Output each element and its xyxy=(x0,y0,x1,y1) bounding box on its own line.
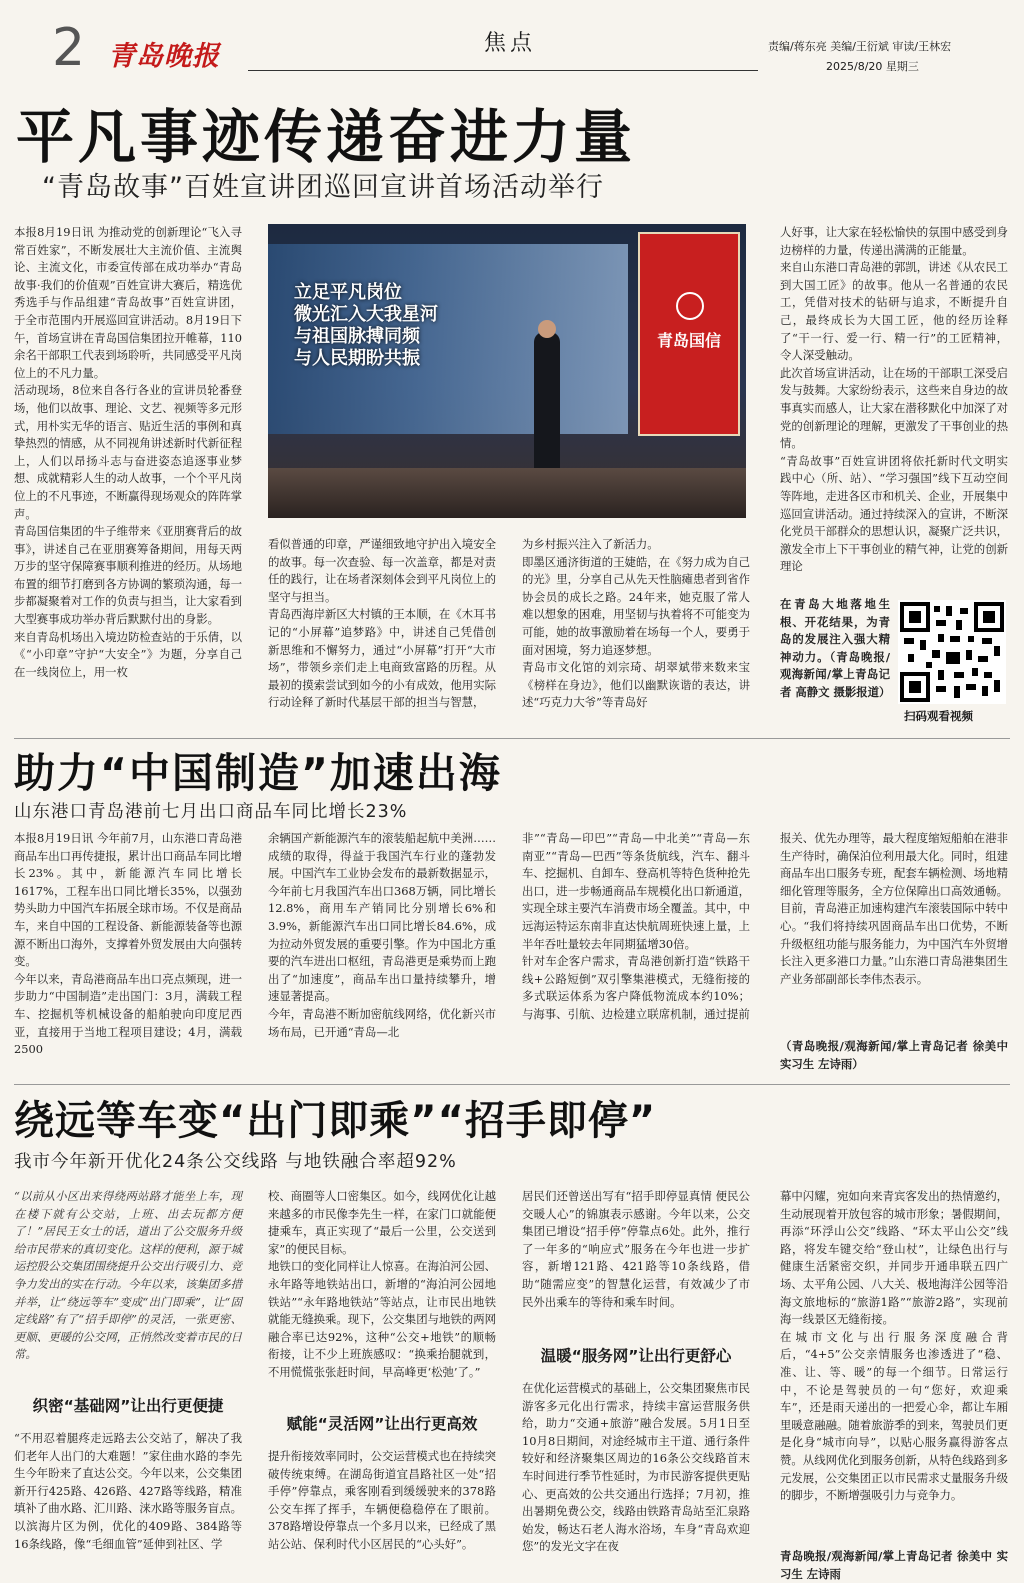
article3-byline: 青岛晚报/观海新闻/掌上青岛记者 徐美中 实习生 左诗雨 xyxy=(780,1549,1008,1581)
screen-line-2: 微光汇入大我星河 xyxy=(294,304,438,325)
section-label: 焦点 xyxy=(483,31,536,56)
article3-col1-subhead: 织密“基础网”让出行更便捷 xyxy=(32,1397,224,1415)
article2-col4: 报关、优先办理等，最大程度缩短船舶在港非生产待时，确保泊位利用最大化。同时，组建商品车出口服务专班，配套车辆检测、场地精细化管理等服务，全方位保障出口高效通畅。目前，青岛港正加速构建汽车滚装国际中转中心。“我们将持续巩固商品车出口优势，不断升级枢纽功能与服务能力，为中国汽车外贸增长注入更多港口力量。”山东港口青岛港集团生产业务部副部长李伟杰表示。 xyxy=(780,831,1008,986)
masthead-rule xyxy=(248,70,758,71)
article3-col1a: “以前从小区出来得绕两站路才能坐上车，现在楼下就有公交站，上班、出去玩都方便了！”居民王女士的话，道出了公交服务升级给市民带来的真切变化。这样的便利，源于城运控股公交集团围绕提升公交出行吸引力、竞争力发出的实在行动。今年以来，该集团多措并举，让“绕远等车”变成“出门即乘”，让“固定线路”有了“招手即停”的灵活，一张更密、更顺、更暖的公交网，正悄然改变着市民的日常。 xyxy=(14,1189,242,1362)
photo-stage xyxy=(268,468,746,518)
article1-bottom-rule xyxy=(14,738,1010,739)
page-number: 2 xyxy=(52,18,86,78)
article1-headline: 平凡事迹传递奋进力量 xyxy=(16,103,637,171)
article2-byline: （青岛晚报/观海新闻/掌上青岛记者 徐美中 实习生 左诗雨） xyxy=(780,1039,1008,1071)
article1-col1: 本报8月19日讯 为推动党的创新理论“飞入寻常百姓家”，不断发展壮大主流价值、主流舆论、主流文化，市委宣传部在成功举办“青岛故事·我们的价值观”百姓宣讲大赛后，精选优秀选手与作品组建“青岛故事”百姓宣讲团，于全市范围内开展巡回宣讲活动。8月19日下午，首场宣讲在青岛国信集团拉开帷幕，110余名干部职工代表到场聆听，共同感受平凡岗位上的不凡力量。 活动现场，8位来自各行各业的宣讲员轮番登场，他们以故事、理论、文艺、视频等多元形式，用朴实无华的语言、贴近生活的事例和真挚热烈的情感，从不同视角讲述新时代新征程上，人们以昂扬斗志与奋进姿态追逐事业梦想、成就精彩人生的动人故事，一个个平凡岗位上的不凡事迹，不断赢得现场观众的阵阵掌声。 青岛国信集团的牛子维带来《亚朋赛背后的故事》，讲述自己在亚朋赛筹备期间，用每天两万步的坚守保障赛事顺利推进的经历。从场地布置的细节打磨到各方协调的繁琐沟通，每一步都凝聚着对工作的负责与担当，让大家看到大型赛事成功举办背后默默付出的身影。 来自青岛机场出入境边防检查站的于乐倩，以《“小印章”守护“大安全”》为题，分享自己在一线岗位上，用一枚 xyxy=(14,225,242,679)
photo-logo-text: 青岛国信 xyxy=(656,331,721,350)
issue-date: 2025/8/20 星期三 xyxy=(826,60,919,73)
screen-line-4: 与人民期盼共振 xyxy=(294,348,420,369)
article1-col4a: 人好事，让大家在轻松愉快的氛围中感受到身边榜样的力量，传递出满满的正能量。 来自山东港口青岛港的郭凯，讲述《从农民工到大国工匠》的故事。他从一名普通的农民工，凭借对技术的钻研与追求，不断提升自己，最终成长为大国工匠，他的经历诠释了“干一行、爱一行、精一行”的工匠精神，令人深受触动。 此次首场宣讲活动，让在场的干部职工深受启发与鼓舞。大家纷纷表示，这些来自身边的故事真实而感人，让大家在潜移默化中加深了对党的创新理论的理解，更激发了干事创业的热情。 “青岛故事”百姓宣讲团将依托新时代文明实践中心（所、站）、“学习强国”线下互动空间等阵地，走进各区市和机关、企业，开展集中巡回宣讲活动。通过持续深入的宣讲，不断深化党员干部群众的思想认识，凝聚广泛共识，激发全市上下干事创业的精气神，让党的创新理论 xyxy=(780,225,1008,574)
article2-headline: 助力“中国制造”加速出海 xyxy=(14,749,502,797)
article3-col3a: 居民们还曾送出写有“招手即停显真情 便民公交暖人心”的锦旗表示感谢。今年以来，公交集团已增设“招手停”停靠点6处。此外，推行了一年多的“响应式”服务在今年也进一步扩容，新增121路、421路等10条线路，借助“随需应变”的智慧化运营，有效减少了市民外出乘车的等待和乘车时间。 xyxy=(522,1189,750,1309)
article3-col2a: 校、商圈等人口密集区。如今，线网优化让越来越多的市民像李先生一样，在家门口就能便捷乘车，真正实现了“最后一公里，公交送到家”的便民目标。 地铁口的变化同样让人惊喜。在海泊河公园、永年路等地铁站出口，新增的“海泊河公园地铁站”“永年路地铁站”等站点，让市民出地铁就能无缝换乘。现下，公交集团与地铁的两网融合率已达92%，这种“公交+地铁”的顺畅衔接，让不少上班族感叹：“换乘抬腿就到，不用慌慌张张赶时间，早高峰更‘松弛’了。” xyxy=(268,1189,496,1379)
screen-line-1: 立足平凡岗位 xyxy=(294,282,402,303)
paper-name-logo: 青岛晚报 xyxy=(108,41,220,72)
brand-emblem-icon xyxy=(676,292,704,320)
article1-col3: 为乡村振兴注入了新活力。 即墨区通济街道的王婕皓，在《努力成为自己的光》里，分享自己从先天性脑瘫患者到省作协会员的成长之路。24年来，她克服了常人难以想象的困难，用坚韧与执着将不可能变为可能，她的故事激励着在场每一个人，要勇于面对困境，努力追逐梦想。 青岛市文化馆的刘宗琦、胡翠斌带来数来宝《榜样在身边》，他们以幽默诙谐的表达，讲述“巧克力大爷”等青岛好 xyxy=(522,537,750,710)
article3-col1b: “不用忍着腿疼走远路去公交站了，解决了我们老年人出门的大难题！”家住曲水路的李先生今年盼来了直达公交。今年以来，公交集团新开行425路、426路、427路等线路，精准填补了曲水路、汇川路、涞水路等服务盲点。以滨海片区为例，优化的409路、384路等16条线路，像“毛细血管”延伸到社区、学 xyxy=(14,1431,242,1551)
article2-bottom-rule xyxy=(14,1084,1010,1085)
qr-code-graphic xyxy=(898,600,1006,704)
event-photo xyxy=(268,224,746,518)
photo-speaker xyxy=(534,332,560,482)
article3-col3b: 在优化运营模式的基础上，公交集团聚焦市民游客多元化出行需求，持续丰富运营服务供给，助力“交通+旅游”融合发展。5月1日至10月8日期间，对途经城市主干道、通行条件较好和经济聚集区周边的16条公交线路首末车时间进行季节性延时，为市民游客提供更贴心、更高效的公共交通出行选择；7月初，推出暑期免费公交，线路由铁路青岛站至汇泉路始发，畅达石老人海水浴场，车身“青岛欢迎您”的发光文字在夜 xyxy=(522,1381,750,1554)
article1-col4b: 在青岛大地落地生根、开花结果，为青岛的发展注入强大精神动力。（青岛晚报/观海新闻/掌上青岛记者 高静文 摄影报道） xyxy=(780,597,891,699)
article2-col1: 本报8月19日讯 今年前7月，山东港口青岛港商品车出口再传捷报，累计出口商品车同比增长23%。其中，新能源汽车同比增长1617%，工程车出口同比增长35%，以强劲势头助力中国汽车拓展全球市场。不仅是商品车，来自中国的工程设备、新能源装备等也源源不断出口海外，支撑着外贸发展由大向强转变。 今年以来，青岛港商品车出口亮点频现，进一步助力“中国制造”走出国门：3月，满载工程车、挖掘机等机械设备的船舶驶向印度尼西亚，直接用于当地工程项目建设；4月，满载2500 xyxy=(14,831,242,1057)
photo-speaker-head xyxy=(538,320,556,338)
photo-screen-text xyxy=(294,282,438,370)
article3-col2b: 提升衔接效率同时，公交运营模式也在持续突破传统束缚。在湖岛街道宜昌路社区一处“招手停”停靠点，乘客刚看到缓缓驶来的378路公交车挥了挥手，车辆便稳稳停在了眼前。378路增设停靠点一个多月以来，已经成了黑站公站、保利时代小区居民的“心头好”。 xyxy=(268,1449,496,1551)
article1-subhead: “青岛故事”百姓宣讲团巡回宣讲首场活动举行 xyxy=(42,172,604,203)
article3-headline: 绕远等车变“出门即乘”“招手即停” xyxy=(14,1098,657,1144)
photo-red-banner xyxy=(638,232,740,436)
qr-caption: 扫码观看视频 xyxy=(904,709,973,723)
editors-credit: 责编/蒋东亮 美编/王衍斌 审读/王林宏 xyxy=(768,40,952,53)
article3-col2-subhead: 赋能“灵活网”让出行更高效 xyxy=(286,1415,478,1433)
article3-col4: 幕中闪耀，宛如向来青宾客发出的热情邀约，生动展现着开放包容的城市形象；暑假期间，再添“环浮山公交”线路、“环太平山公交”线路，将发车键交给“登山杖”，让绿色出行与健康生活紧密交织，并同步开通串联五四广场、太平角公园、八大关、极地海洋公园等沿海文旅地标的“旅游1路”“旅游2路”，实现前海一线景区无缝衔接。 在城市文化与出行服务深度融合背后，“4+5”公交亲情服务也渗透进了“稳、准、让、等、暖”的每一个细节。日常运行中，不论是驾驶员的一句“您好，欢迎乘车”，还是雨天递出的一把爱心伞，都让车厢里暖意融融。随着旅游季的到来，驾驶员们更是化身“城市向导”，以贴心服务赢得游客点赞。从线网优化到服务创新，从特色线路到多元发展，公交集团正以市民需求丈量服务升级的脚步，不断增强吸引力与竞争力。 xyxy=(780,1189,1008,1503)
article3-col3-subhead: 温暖“服务网”让出行更舒心 xyxy=(540,1347,732,1365)
qr-code-icon[interactable] xyxy=(898,600,1006,704)
article3-subhead: 我市今年新开优化24条公交线路 与地铁融合率超92% xyxy=(14,1152,457,1172)
article2-col3: 非”“青岛—印巴”“青岛—中北美”“青岛—东南亚”“青岛—巴西”等条货航线，汽车、翻斗车、挖掘机、自卸车、登高机等特色货种抢先出口，进一步畅通商品车规模化出口新通道，实现全球主要汽车消费市场全覆盖。其中，中远海运特运东南非直达快航周班快速上量，上半年吞吐量较去年同期猛增30倍。 针对车企客户需求，青岛港创新打造“铁路干线+公路短倒”双引擎集港模式，无缝衔接的多式联运体系为客户降低物流成本约10%；与海事、引航、边检建立联席机制，通过提前 xyxy=(522,831,750,1021)
article2-col2: 余辆国产新能源汽车的滚装船起航中美洲……成绩的取得，得益于我国汽车行业的蓬勃发展。中国汽车工业协会发布的最新数据显示，今年前七月我国汽车出口368万辆，同比增长12.8%，商用车产销同比分别增长6%和3.9%，新能源汽车出口同比增长84.6%，成为拉动外贸发展的重要引擎。作为中国北方重要的汽车进出口枢纽，青岛港更是乘势而上跑出了“加速度”，商品车出口量持续攀升，增速显著提高。 今年，青岛港不断加密航线网络，优化新兴市场布局，已开通“青岛—北 xyxy=(268,831,496,1039)
article2-subhead: 山东港口青岛港前七月出口商品车同比增长23% xyxy=(14,802,408,822)
article1-col2: 看似普通的印章，严谨细致地守护出入境安全的故事。每一次查验、每一次盖章，都是对责任的践行，让在场者深刻体会到平凡岗位上的坚守与担当。 青岛西海岸新区大村镇的王本顺，在《木耳书记的“小屏幕”追梦路》中，讲述自己凭借创新思维和不懈努力，通过“小屏幕”打开“大市场”，带领乡亲们走上电商致富路的历程。从最初的摸索尝试到如今的小有成效，他用实际行动诠释了新时代基层干部的担当与智慧， xyxy=(268,537,496,710)
screen-line-3: 与祖国脉搏同频 xyxy=(294,326,420,347)
